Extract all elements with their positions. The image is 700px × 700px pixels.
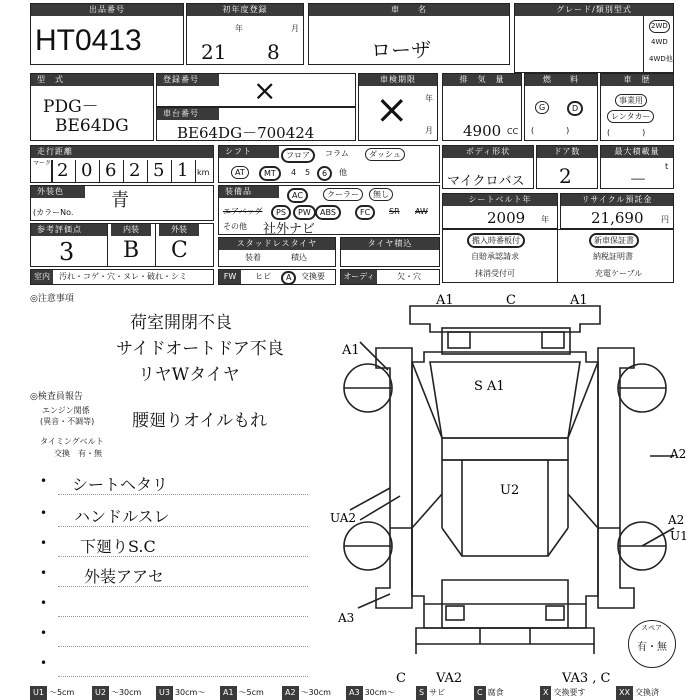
body-outline <box>412 352 598 604</box>
recycle-deposit-value: 21,690 <box>591 209 644 227</box>
front-bumper <box>416 628 594 644</box>
equip-airbag: エアバッグ <box>223 207 263 216</box>
legend-code: X <box>540 686 551 700</box>
mark-s-a1: S A1 <box>474 379 505 394</box>
legend-item <box>92 686 141 700</box>
history-business: 事業用 <box>615 94 647 107</box>
odometer-digit: 0 <box>81 160 93 181</box>
odometer-digit: 5 <box>153 160 165 181</box>
legend-item <box>156 686 205 700</box>
mark-a2-right: A2 <box>670 447 687 461</box>
timing-belt-label: タイミングベルト <box>40 437 104 446</box>
interior-cond-label: 室内 <box>31 270 53 284</box>
notes-title: ◎注意事項 <box>30 294 74 304</box>
chassis-number-label: 車台番号 <box>157 108 219 120</box>
seatbelt-year-label: シートベルト年 <box>443 194 557 206</box>
mark-a1-left: A1 <box>342 343 360 358</box>
shift-6: 6 <box>317 166 332 181</box>
windshield-replace: 交換要 <box>301 272 325 281</box>
exterior-color-label: 外装色 <box>31 186 85 198</box>
mark-u2: U2 <box>500 483 520 498</box>
grade-box <box>514 3 674 73</box>
fender-lines <box>390 528 620 588</box>
displacement-unit: CC <box>507 127 519 136</box>
interior-grade-label: 内装 <box>111 224 151 236</box>
audio-options: 欠・穴 <box>397 272 421 281</box>
doc-charge-cable: 充電ケーブル <box>595 269 643 278</box>
eval-divider-1 <box>107 224 108 266</box>
mark-leader <box>350 488 400 520</box>
legend-code: U1 <box>30 686 47 700</box>
legend-item <box>474 686 504 700</box>
report-bullet-2: ハンドルスレ <box>74 507 170 526</box>
fuel-box <box>524 73 598 141</box>
rear-light-left <box>448 332 470 348</box>
equip-ac: AC <box>287 188 308 203</box>
equip-none: 無し <box>369 188 393 201</box>
chassis-number-box <box>156 107 356 141</box>
legend-item <box>616 686 659 700</box>
legend-text: 腐食 <box>487 688 504 697</box>
windshield-a: A <box>281 271 296 285</box>
rule <box>58 676 308 677</box>
doors-value: 2 <box>559 164 572 188</box>
odometer-digit: 2 <box>57 160 69 181</box>
lot-number-label: 出品番号 <box>31 4 183 16</box>
rule <box>58 494 308 495</box>
mark-a3: A3 <box>338 611 355 625</box>
wheel-axle-lines <box>344 388 666 546</box>
legend-item <box>282 686 331 700</box>
doc-temp-plate: 搬入時番板付 <box>467 233 525 248</box>
interior-cond-box <box>30 269 214 285</box>
seatbelt-year-box <box>442 193 558 229</box>
equip-sr: SR <box>389 207 400 216</box>
odometer-mark: マーク <box>33 160 52 167</box>
mark-leader <box>360 342 388 370</box>
bullet-dot: • <box>40 626 48 640</box>
inspection-month-unit: 月 <box>425 126 433 135</box>
shift-other: 他 <box>339 168 347 177</box>
engine-label-2: (異音・不調等) <box>40 417 95 426</box>
history-rental: レンタカー <box>607 110 654 123</box>
drive-4wd: 4WD <box>651 38 668 46</box>
headlight-right <box>546 606 564 620</box>
windshield-label: FW <box>219 270 241 284</box>
registration-number-label: 登録番号 <box>157 74 219 86</box>
equip-pw: PW <box>293 205 316 220</box>
bullet-dot: • <box>40 566 48 580</box>
odometer-digit: 6 <box>105 160 117 181</box>
legend-text: ～30cm <box>110 688 142 697</box>
doc-deregistration: 抹消受付可 <box>475 269 515 278</box>
fuel-diesel: D <box>567 101 583 116</box>
doors-label: ドア数 <box>537 146 597 158</box>
mark-a1-top-left: A1 <box>436 293 454 308</box>
model-name-box <box>308 3 510 65</box>
hood-panel <box>462 460 548 556</box>
plate-lines <box>480 628 530 644</box>
shift-column: コラム <box>325 149 349 158</box>
grade-divider <box>643 16 644 72</box>
vehicle-type-label: 型 式 <box>31 74 153 86</box>
engine-value: 腰廻りオイルもれ <box>132 411 268 431</box>
model-name-value: ローザ <box>371 38 431 62</box>
report-title: ◎検査員報告 <box>30 392 83 402</box>
interior-cond-options: 汚れ・コゲ・穴・ヌレ・破れ・シミ <box>59 272 187 281</box>
damage-legend <box>0 686 700 700</box>
engine-label-1: エンジン関係 <box>42 406 90 415</box>
inspection-expiry-box <box>358 73 438 141</box>
registration-number-value: × <box>253 74 277 107</box>
legend-text: 30cm～ <box>174 688 206 697</box>
odometer-box <box>30 145 214 183</box>
rule <box>58 586 308 587</box>
recycle-deposit-unit: 円 <box>661 215 669 224</box>
documents-box <box>442 229 674 283</box>
legend-text: 30cm～ <box>364 688 395 697</box>
fuel-other: ( ) <box>531 126 570 135</box>
inspection-expiry-value: × <box>375 87 409 133</box>
chassis-number-value: BE64DG－700424 <box>177 124 315 142</box>
spare-tire-label: スペア <box>641 624 662 632</box>
legend-text: サビ <box>429 688 446 697</box>
spare-tire-value: 有・無 <box>637 642 667 653</box>
headlight-left <box>446 606 464 620</box>
studless-tire-label: スタッドレスタイヤ <box>219 238 335 250</box>
shift-4: 4 <box>291 168 297 177</box>
legend-code: U2 <box>92 686 109 700</box>
odometer-label: 走行距離 <box>31 146 213 158</box>
evaluation-box <box>30 223 214 267</box>
equip-aw: AW <box>415 207 428 216</box>
fuel-label: 燃 料 <box>525 74 597 86</box>
tire-loaded-box <box>340 237 440 267</box>
exterior-color-value: 青 <box>111 190 129 211</box>
drive-4wd-other: 4WD他 <box>649 55 673 63</box>
notes-line-2: サイドオートドア不良 <box>116 339 284 359</box>
legend-item <box>346 686 395 700</box>
displacement-box <box>442 73 522 141</box>
report-bullet-4: 外装アアセ <box>84 567 164 586</box>
mark-va2: VA2 <box>436 671 463 684</box>
notes-line-3: リヤWタイヤ <box>138 365 240 385</box>
recycle-deposit-box <box>560 193 674 229</box>
mark-c-bottom-left: C <box>396 671 406 684</box>
doc-tax-cert: 納税証明書 <box>593 252 633 261</box>
evaluation-score-label: 参考評価点 <box>31 224 107 236</box>
equipment-label: 装備品 <box>219 186 279 198</box>
mark-a2-right-low: A2 <box>668 513 685 527</box>
spare-tire-indicator <box>628 620 676 668</box>
eval-divider-2 <box>155 224 156 266</box>
legend-code: XX <box>616 686 633 700</box>
rule <box>58 556 308 557</box>
headlight-lines <box>442 528 568 556</box>
mark-va3-c: VA3 , C <box>562 671 611 684</box>
registration-year: 21 <box>201 40 227 64</box>
max-load-unit: t <box>665 162 669 171</box>
bullet-dot: • <box>40 506 48 520</box>
windshield-crack: ヒビ <box>255 272 271 281</box>
body-shape-box <box>442 145 534 189</box>
shift-at: AT <box>231 166 249 179</box>
legend-item <box>220 686 264 700</box>
drive-2wd: 2WD <box>649 20 670 33</box>
displacement-label: 排 気 量 <box>443 74 521 86</box>
legend-text: ～5cm <box>238 688 264 697</box>
seatbelt-year-unit: 年 <box>541 215 549 224</box>
equip-other-value: 社外ナビ <box>263 222 316 237</box>
rule <box>58 646 308 647</box>
bullet-dot: • <box>40 656 48 670</box>
right-side-panel <box>598 348 634 608</box>
legend-text: ～5cm <box>48 688 75 697</box>
history-other: ( ) <box>607 128 646 137</box>
bumper-ends <box>416 644 594 654</box>
exterior-grade-label: 外装 <box>159 224 199 236</box>
equip-abs: ABS <box>315 205 341 220</box>
audio-box <box>340 269 440 295</box>
vehicle-type-value-2: BE64DG <box>55 116 129 136</box>
first-registration-label: 初年度登録 <box>187 4 303 16</box>
shift-5: 5 <box>305 168 311 177</box>
notes-line-1: 荷室開閉不良 <box>130 313 232 333</box>
report-lines <box>30 470 330 680</box>
legend-code: U3 <box>156 686 173 700</box>
bullet-dot: • <box>40 536 48 550</box>
shift-floor: フロア <box>281 148 315 163</box>
bullet-dot: • <box>40 474 48 488</box>
inspection-expiry-label: 車検期限 <box>359 74 437 86</box>
doc-divider <box>557 230 558 282</box>
studless-mounted: 装着 <box>245 253 261 262</box>
front-pillar-lines <box>412 494 598 528</box>
studless-loaded: 積込 <box>291 253 307 262</box>
legend-code: A2 <box>282 686 299 700</box>
fuel-gasoline: G <box>535 101 549 114</box>
windshield-box <box>218 269 336 285</box>
legend-item <box>30 686 74 700</box>
timing-belt-sub: 交換 有・無 <box>54 449 102 458</box>
grade-label: グレード/類別型式 <box>515 4 673 16</box>
legend-code: A3 <box>346 686 363 700</box>
body-shape-label: ボディ形状 <box>443 146 533 158</box>
registration-number-box <box>156 73 356 107</box>
legend-text: 交換要す <box>553 688 586 697</box>
shift-label: シフト <box>219 146 279 158</box>
legend-code: S <box>416 686 427 700</box>
equipment-box <box>218 185 440 235</box>
odometer-unit: km <box>197 168 210 177</box>
history-label: 車 歴 <box>601 74 673 86</box>
lot-number-box <box>30 3 184 65</box>
lot-number-value: HT0413 <box>35 24 142 57</box>
model-name-label: 車 名 <box>309 4 509 16</box>
max-load-box <box>600 145 674 189</box>
shift-dash: ダッシュ <box>365 148 405 161</box>
rule <box>58 616 308 617</box>
audio-label: オーディオ <box>341 270 377 284</box>
registration-month: 8 <box>267 40 280 64</box>
studless-tire-box <box>218 237 336 267</box>
tire-loaded-label: タイヤ積込 <box>341 238 439 250</box>
exterior-grade-value: C <box>171 238 188 263</box>
color-number-label: (カラーNo. <box>33 208 74 217</box>
shift-box <box>218 145 440 183</box>
month-unit: 月 <box>291 24 299 33</box>
doors-box <box>536 145 598 189</box>
body-shape-value: マイクロバス <box>447 174 525 189</box>
mark-ua2-left: UA2 <box>330 511 357 525</box>
rule <box>58 526 308 527</box>
roof-panel <box>430 362 580 438</box>
mark-c-top: C <box>506 293 516 308</box>
equip-other-label: その他 <box>223 222 247 231</box>
odometer-digit: 2 <box>129 160 141 181</box>
windshield-band <box>442 438 568 460</box>
equip-ps: PS <box>271 205 291 220</box>
mark-a1-top-right: A1 <box>570 293 588 308</box>
max-load-label: 最大積載量 <box>601 146 673 158</box>
interior-grade-value: B <box>123 238 140 263</box>
mark-u1-right: U1 <box>670 529 688 543</box>
inspection-year-unit: 年 <box>425 94 433 103</box>
seatbelt-year-value: 2009 <box>487 209 526 227</box>
vehicle-type-box <box>30 73 154 141</box>
year-unit: 年 <box>235 24 243 33</box>
mark-leader <box>358 594 390 608</box>
equip-cooler: クーラー <box>323 188 363 201</box>
history-box <box>600 73 674 141</box>
rear-light-right <box>542 332 564 348</box>
vehicle-type-value-1: PDG－ <box>43 97 99 117</box>
legend-text: 交換済 <box>634 688 659 697</box>
recycle-deposit-label: リサイクル預託金 <box>561 194 673 206</box>
evaluation-score-value: 3 <box>59 238 75 266</box>
legend-code: C <box>474 686 486 700</box>
legend-text: ～30cm <box>300 688 331 697</box>
legend-item <box>416 686 445 700</box>
shift-mt: MT <box>259 166 281 181</box>
odometer-digit: 1 <box>177 160 189 181</box>
doc-warranty: 新車保証書 <box>589 233 639 248</box>
doc-insurance: 自賠承認請求 <box>471 252 519 261</box>
report-bullet-1: シートヘタリ <box>72 475 169 494</box>
left-side-panel <box>376 348 412 608</box>
bullet-dot: • <box>40 596 48 610</box>
first-registration-box <box>186 3 304 65</box>
report-bullet-3: 下廻りS.C <box>80 537 156 556</box>
equip-fc: FC <box>355 205 375 220</box>
legend-item <box>540 686 585 700</box>
exterior-color-box <box>30 185 214 221</box>
front-end <box>424 604 586 628</box>
legend-code: A1 <box>220 686 237 700</box>
odometer-digits <box>51 160 195 182</box>
max-load-value: － <box>629 170 647 191</box>
displacement-value: 4900 <box>463 122 502 140</box>
